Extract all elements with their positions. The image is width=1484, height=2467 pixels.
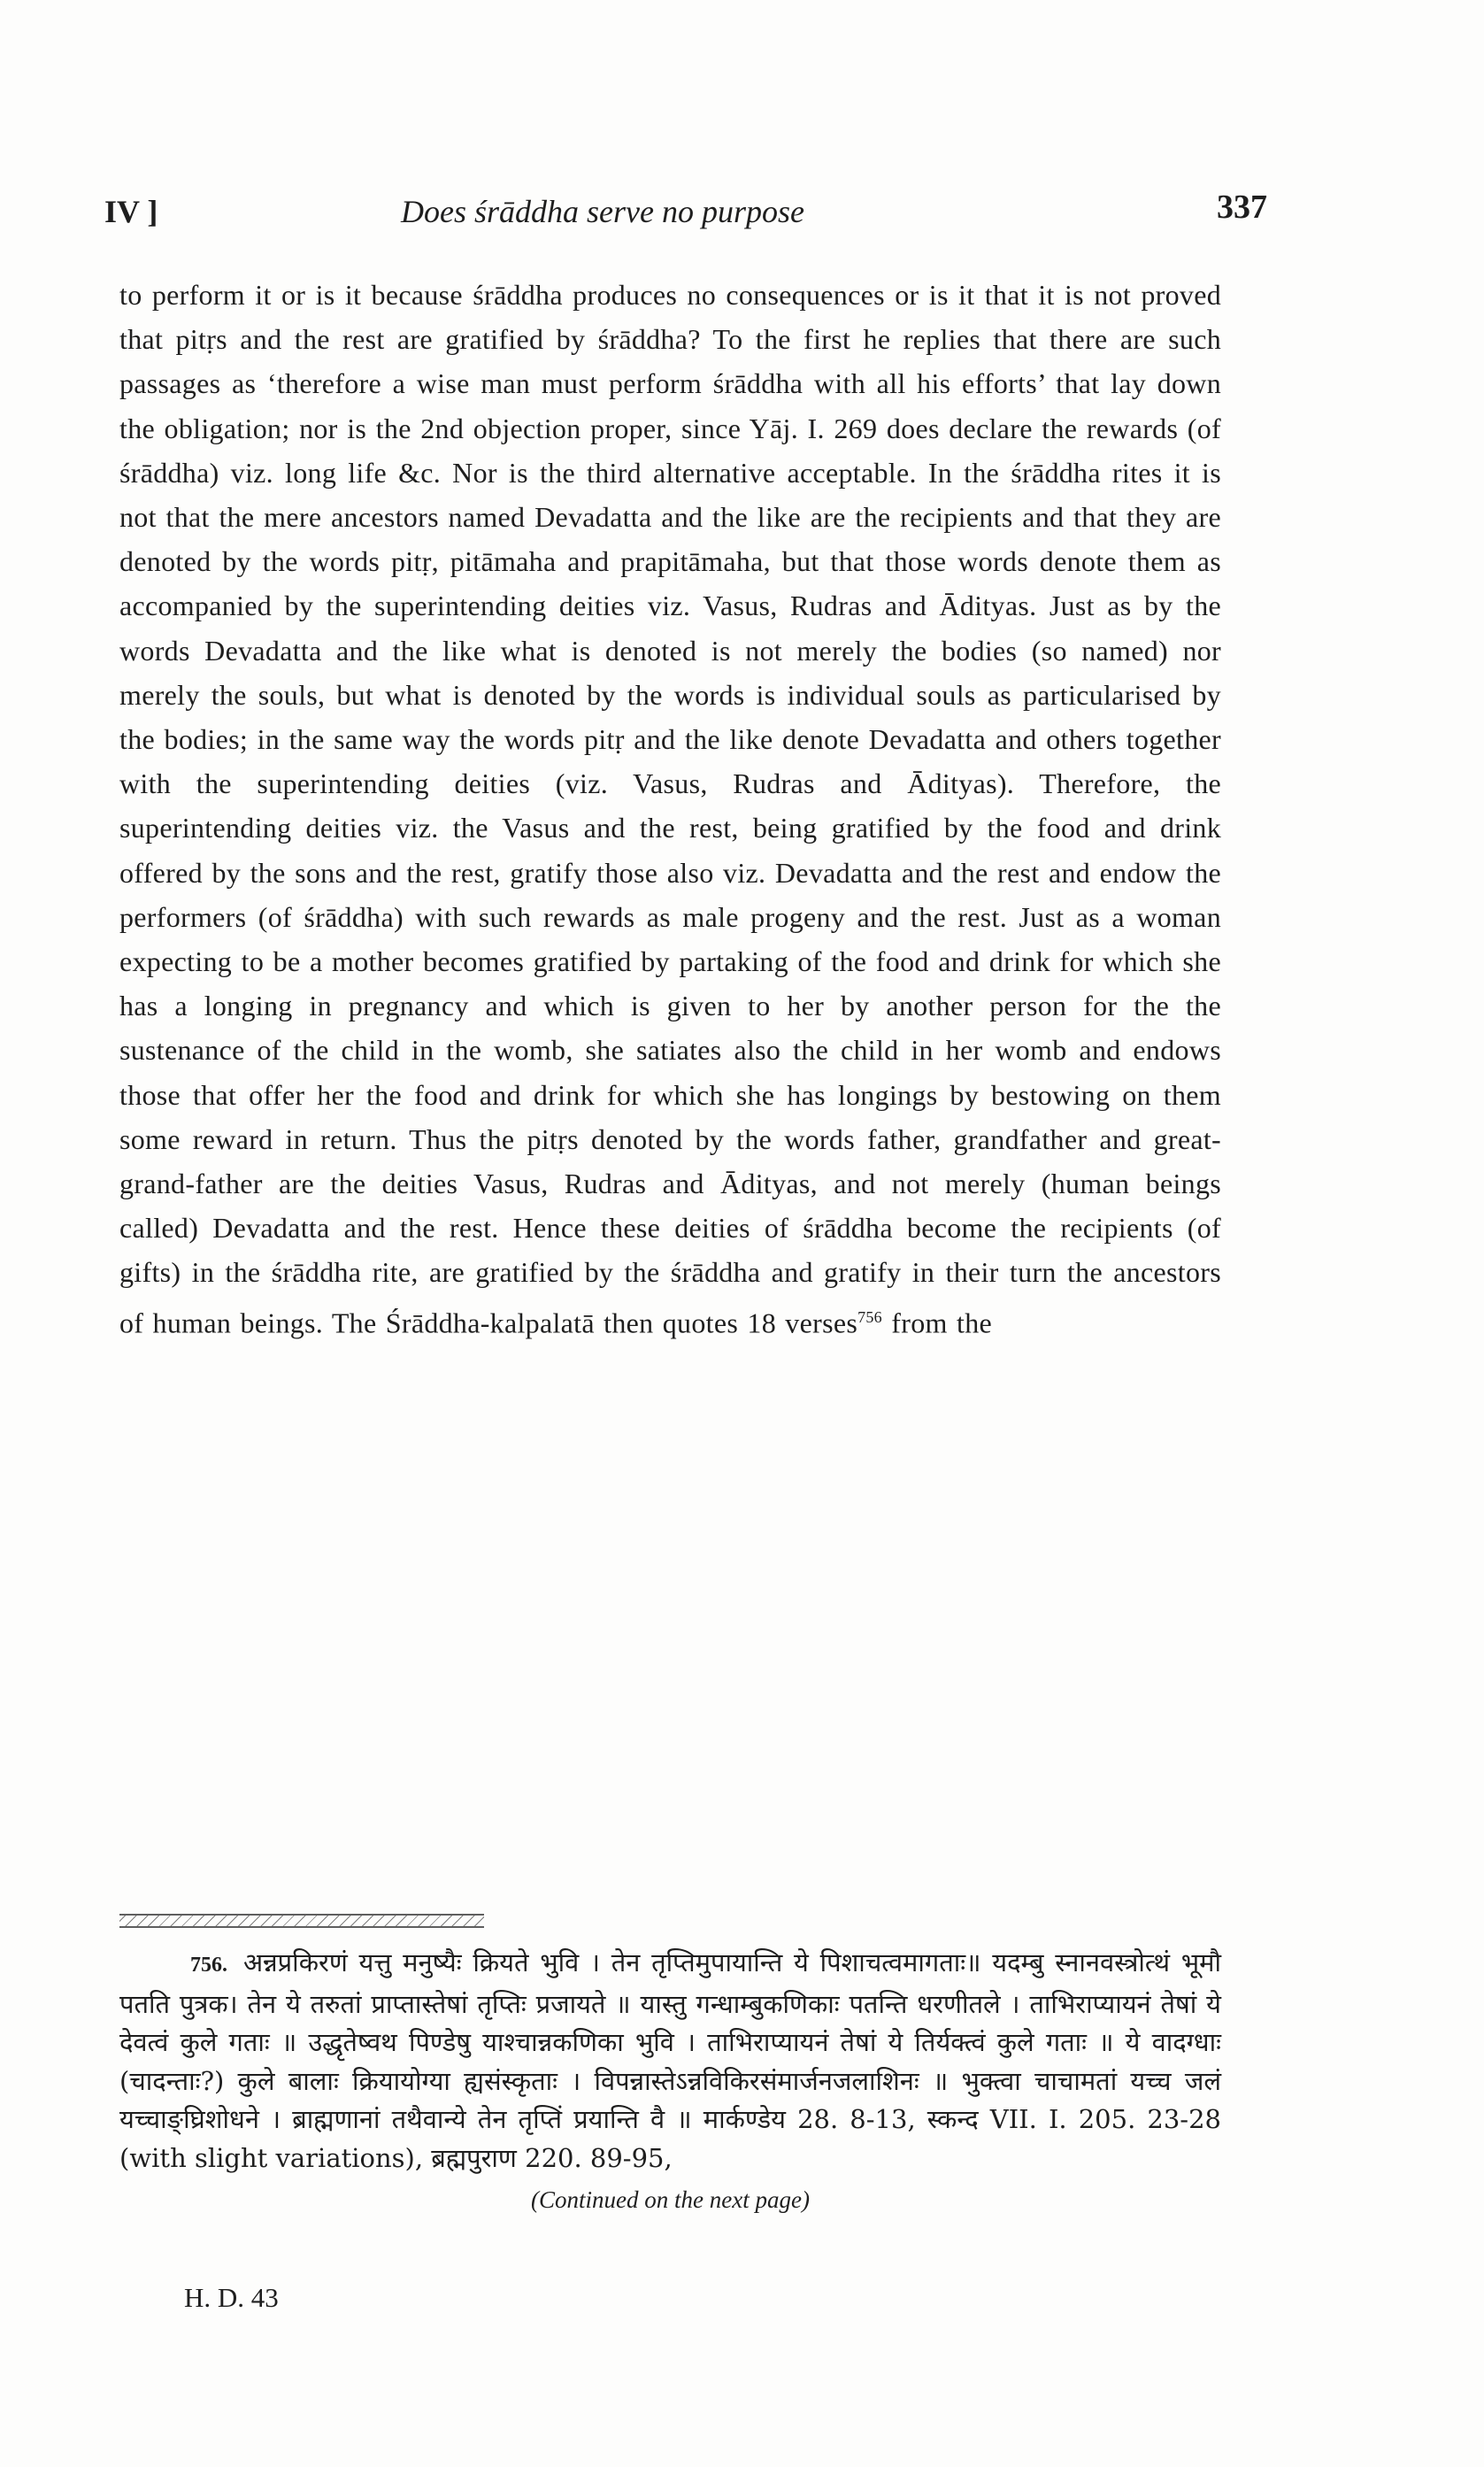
footnote-body bbox=[119, 1944, 1221, 2178]
paragraph-end: from the bbox=[891, 1307, 992, 1339]
footnote-reference: 756 bbox=[857, 1307, 882, 1326]
footnote-rule bbox=[119, 1914, 484, 1928]
signature-mark: H. D. 43 bbox=[184, 2282, 279, 2313]
footnote bbox=[119, 1944, 1221, 2220]
footnote-number: 756. bbox=[190, 1954, 227, 1977]
running-title: Does śrāddha serve no purpose bbox=[401, 194, 804, 229]
page-number: 337 bbox=[1217, 189, 1267, 226]
chapter-marker: IV ] bbox=[104, 194, 158, 229]
paragraph-text: to perform it or is it because śrāddha produces no consequences or is it that it is not proved that pitṛs and the rest are gratified by śrāddha? To the first he replies that there are such passages as ‘therefore a wise man must perform śrāddha with all his efforts’ that lay down the obligation; nor is the 2nd objection proper, since Yāj. I. 269 does declare the rewards (of śrāddha) viz. long life &c. Nor is the third alternative acceptable. In the śrāddha rites it is not that the mere ancestors named Devadatta and the like are the recipients and that they are denoted by the words pitṛ, pitāmaha and prapitāmaha, but that those words denote them as accompanied by the superintending deities viz. Vasus, Rudras and Ādityas. Just as by the words Devadatta and the like what is denoted is not merely the bodies (so named) nor merely the souls, but what is denoted by the words is individual souls as particularised by the bodies; in the same way the words pitṛ and the like denote Devadatta and others together with the superintending deities (viz. Vasus, Rudras and Ādityas). Therefore, the superintending deities viz. the Vasus and the rest, being gratified by the food and drink offered by the sons and the rest, gratify those also viz. Devadatta and the rest and endow the performers (of śrāddha) with such rewards as male progeny and the rest. Just as a woman expecting to be a mother becomes gratified by partaking of the food and drink for which she has a longing in pregnancy and which is given to her by another person for the the sustenance of the child in the womb, she satiates also the child in her womb and endows those that offer her the food and drink for which she has longings by bestowing on them some reward in return. Thus the pitṛs denoted by the words father, grandfather and great-grand-father are the deities Vasus, Rudras and Ādityas, and not merely (human beings called) Devadatta and the rest. Hence these deities of śrāddha become the recipients (of gifts) in the śrāddha rite, are gratified by the śrāddha and gratify in their turn the ancestors of human beings. The Śrāddha-kalpalatā then quotes 18 verses bbox=[119, 279, 1221, 1339]
continued-note: (Continued on the next page) bbox=[531, 2186, 810, 2213]
main-text bbox=[119, 273, 1221, 1345]
running-header bbox=[104, 189, 1267, 237]
body-paragraph bbox=[119, 273, 1221, 1345]
footnote-text: अन्नप्रकिरणं यत्तु मनुष्यैः क्रियते भुवि । तेन तृप्तिमुपायान्ति ये पिशाचत्वमागताः॥ यदम्बु स्नानवस्त्रोत्थं भूमौ पतति पुत्रक। तेन ये तरुतां प्राप्तास्तेषां तृप्तिः प्रजायते ॥ यास्तु गन्धाम्बुकणिकाः पतन्ति धरणीतले । ताभिराप्यायनं तेषां ये देवत्वं कुले गताः ॥ उद्धृतेष्वथ पिण्डेषु याश्चान्नकणिका भुवि । ताभिराप्यायनं तेषां ये तिर्यक्त्वं कुले गताः ॥ ये वादग्धाः (चादन्ताः?) कुले बालाः क्रियायोग्या ह्यसंस्कृताः । विपन्नास्तेऽन्नविकिरसंमार्जनजलाशिनः ॥ भुक्त्वा चाचामतां यच्च जलं यच्चाङ्घ्रिशोधने । ब्राह्मणानां तथैवान्ये तेन तृप्तिं प्रयान्ति वै ॥ मार्कण्डेय 28. 8-13, स्कन्द VII. I. 205. 23-28 (with slight variations), ब्रह्मपुराण 220. 89-95, bbox=[119, 1947, 1221, 2173]
